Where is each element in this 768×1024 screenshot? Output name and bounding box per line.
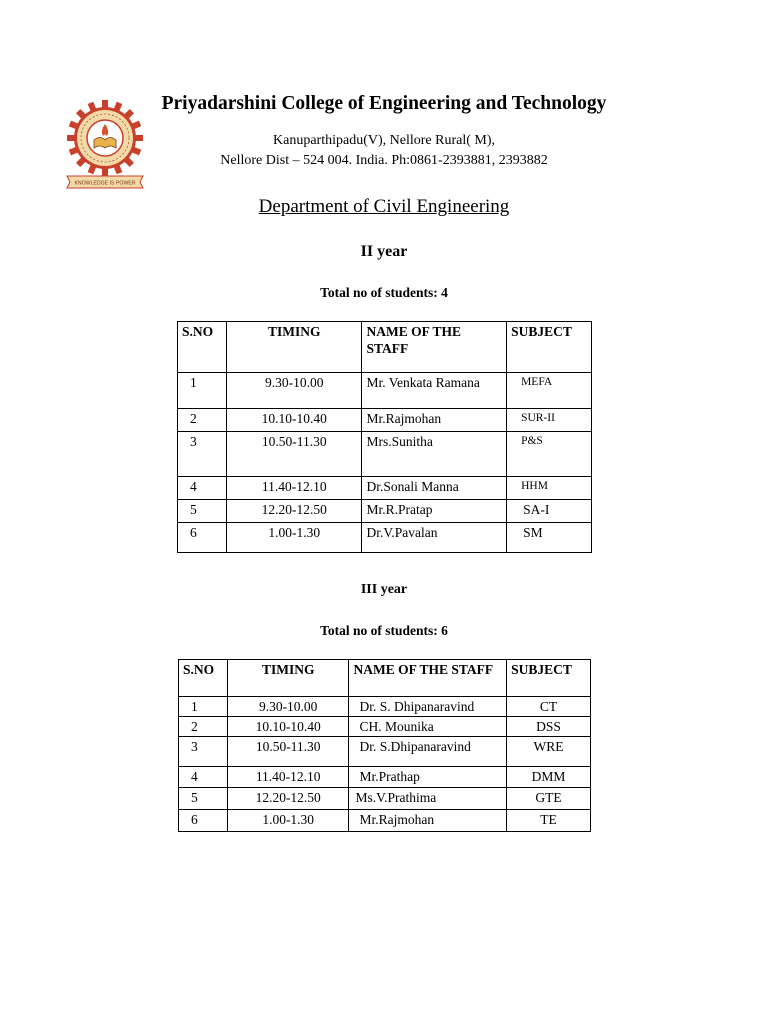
cell-staff: Ms.V.Prathima (349, 788, 507, 810)
department-title (0, 196, 768, 218)
table-row (179, 737, 591, 767)
cell-subject: DSS (507, 717, 591, 737)
cell-staff: Dr. S. Dhipanaravind (349, 697, 507, 717)
cell-staff: Dr.Sonali Manna (362, 477, 507, 500)
cell-timing: 10.10-10.40 (226, 409, 362, 432)
table-row (178, 500, 592, 523)
cell-subject: TE (507, 810, 591, 832)
header-subject: SUBJECT (507, 322, 592, 373)
cell-sno: 2 (179, 717, 228, 737)
cell-sno: 4 (178, 477, 227, 500)
cell-timing: 12.20-12.50 (226, 500, 362, 523)
cell-sno: 2 (178, 409, 227, 432)
cell-subject: SUR-II (507, 409, 592, 432)
second-year-student-count: Total no of students: 4 (320, 285, 448, 300)
cell-subject: DMM (507, 767, 591, 788)
cell-staff: Dr. S.Dhipanaravind (349, 737, 507, 767)
cell-staff: Mr.Prathap (349, 767, 507, 788)
third-year-title: III year (360, 582, 408, 597)
table-row (178, 477, 592, 500)
cell-timing: 10.50-11.30 (227, 737, 349, 767)
cell-timing: 10.10-10.40 (227, 717, 349, 737)
table-row (179, 767, 591, 788)
logo-ribbon-text: KNOWLEDGE IS POWER (74, 180, 136, 187)
cell-staff: Mr.Rajmohan (362, 409, 507, 432)
cell-sno: 3 (179, 737, 228, 767)
cell-sno: 6 (179, 810, 228, 832)
cell-timing: 9.30-10.00 (226, 373, 362, 409)
third-year-student-count: Total no of students: 6 (320, 623, 448, 638)
header-timing: TIMING (227, 660, 349, 697)
cell-timing: 12.20-12.50 (227, 788, 349, 810)
table-row (179, 697, 591, 717)
table-row (178, 373, 592, 409)
third-year-timetable (178, 659, 591, 832)
cell-sno: 1 (178, 373, 227, 409)
table-row (178, 409, 592, 432)
department-title-text: Department of Civil Engineering (258, 196, 510, 217)
table-header-row (178, 322, 592, 373)
header-staff: NAME OF THE STAFF (362, 322, 507, 373)
table-row (178, 432, 592, 477)
cell-timing: 10.50-11.30 (226, 432, 362, 477)
table-row (179, 717, 591, 737)
cell-subject: WRE (507, 737, 591, 767)
header-staff: NAME OF THE STAFF (349, 660, 507, 697)
cell-sno: 5 (179, 788, 228, 810)
cell-timing: 11.40-12.10 (226, 477, 362, 500)
cell-subject: SA-I (507, 500, 592, 523)
cell-timing: 1.00-1.30 (227, 810, 349, 832)
cell-staff: Mr.Rajmohan (349, 810, 507, 832)
second-year-title: II year (360, 243, 408, 260)
cell-timing: 1.00-1.30 (226, 523, 362, 553)
cell-staff: Mrs.Sunitha (362, 432, 507, 477)
table-row (179, 810, 591, 832)
table-row (179, 788, 591, 810)
cell-timing: 9.30-10.00 (227, 697, 349, 717)
cell-staff: CH. Mounika (349, 717, 507, 737)
header-subject: SUBJECT (507, 660, 591, 697)
cell-sno: 6 (178, 523, 227, 553)
cell-timing: 11.40-12.10 (227, 767, 349, 788)
table-row (178, 523, 592, 553)
cell-subject: GTE (507, 788, 591, 810)
cell-staff: Mr.R.Pratap (362, 500, 507, 523)
cell-subject: P&S (507, 432, 592, 477)
table-header-row (179, 660, 591, 697)
cell-staff: Mr. Venkata Ramana (362, 373, 507, 409)
cell-sno: 3 (178, 432, 227, 477)
header-sno: S.NO (179, 660, 228, 697)
college-name (0, 93, 768, 115)
cell-sno: 4 (179, 767, 228, 788)
address-line-2: Nellore Dist – 524 004. India. Ph:0861-2393881, 2393882 (220, 153, 548, 168)
header-timing: TIMING (226, 322, 362, 373)
address-line-1: Kanuparthipadu(V), Nellore Rural( M), (273, 133, 495, 148)
college-name-text: Priyadarshini College of Engineering and Technology (161, 93, 607, 114)
second-year-timetable (177, 321, 592, 553)
cell-subject: CT (507, 697, 591, 717)
cell-sno: 1 (179, 697, 228, 717)
cell-sno: 5 (178, 500, 227, 523)
cell-subject: MEFA (507, 373, 592, 409)
cell-staff: Dr.V.Pavalan (362, 523, 507, 553)
cell-subject: HHM (507, 477, 592, 500)
header-sno: S.NO (178, 322, 227, 373)
cell-subject: SM (507, 523, 592, 553)
